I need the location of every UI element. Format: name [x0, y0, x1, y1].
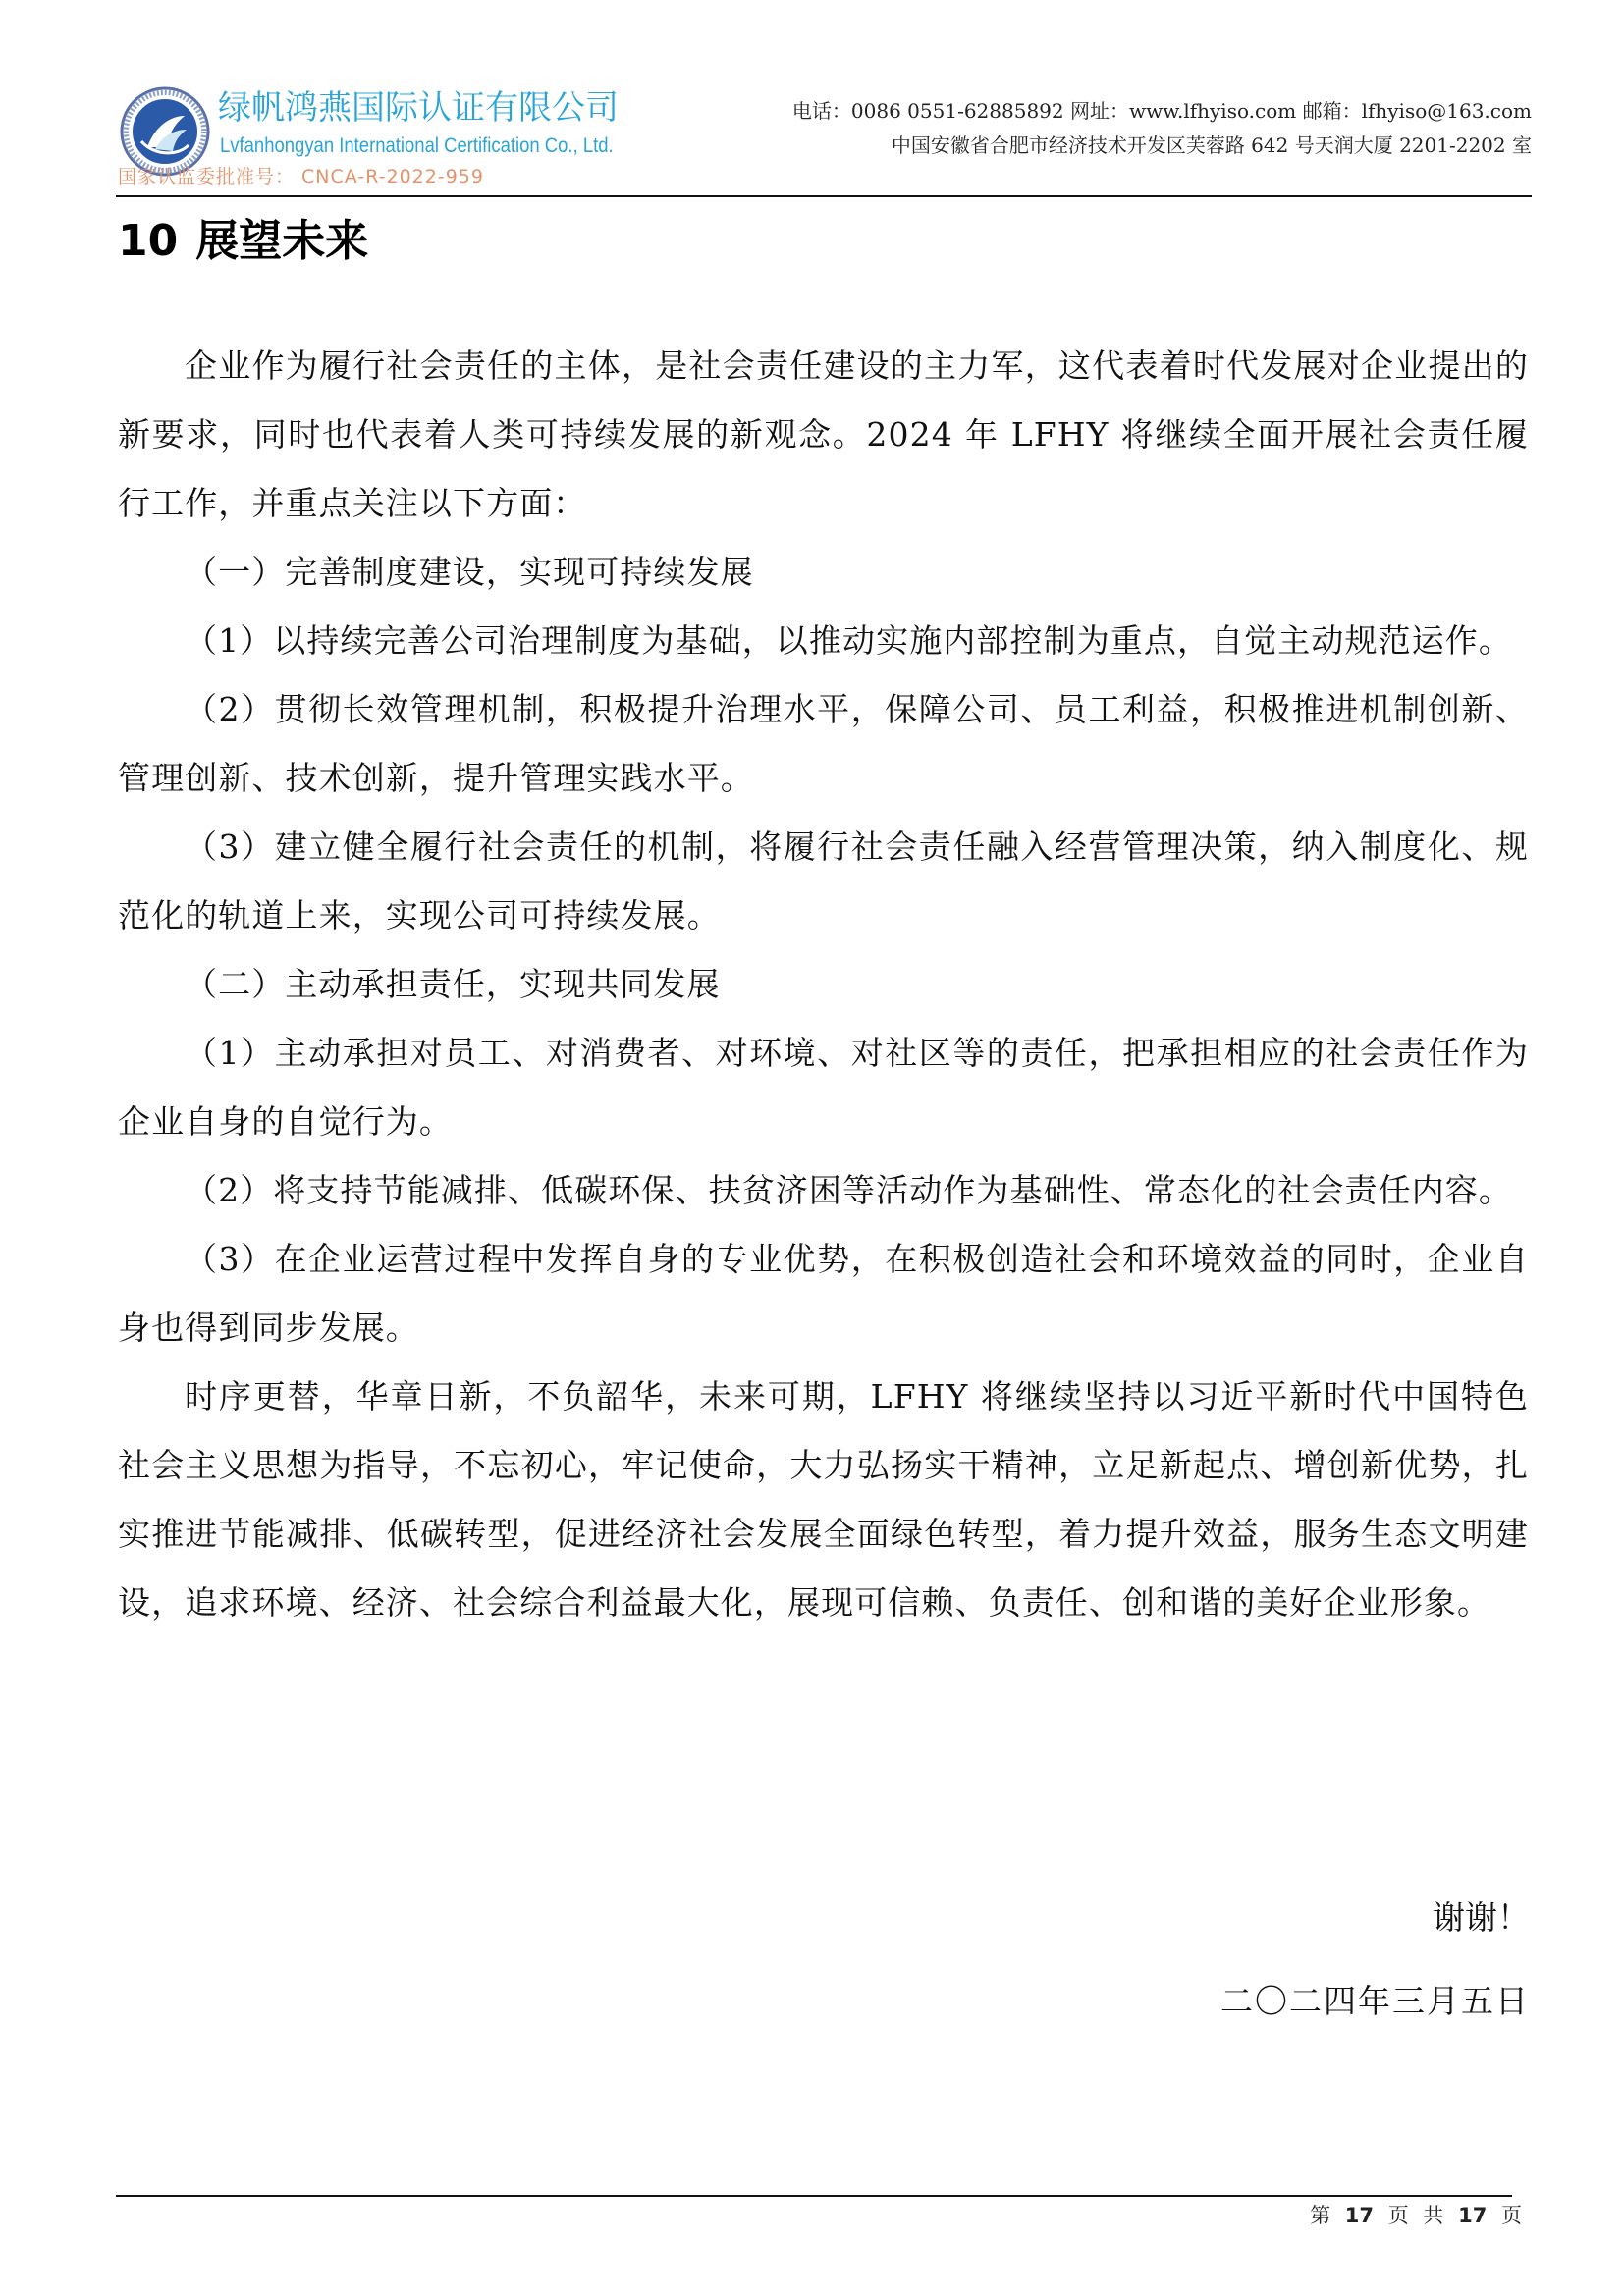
paragraph-item: （2）贯彻长效管理机制，积极提升治理水平，保障公司、员工利益，积极推进机制创新、管理创新、技术创新，提升管理实践水平。: [118, 690, 1529, 797]
paragraph-item: （2）将支持节能减排、低碳环保、扶贫济困等活动作为基础性、常态化的社会责任内容。: [185, 1171, 1512, 1209]
paragraph-item: （1）主动承担对员工、对消费者、对环境、对社区等的责任，把承担相应的社会责任作为企业自身的自觉行为。: [118, 1034, 1529, 1141]
page-middle: 页 共: [1387, 2204, 1444, 2227]
page-number: [1310, 2201, 1522, 2230]
section-title: [118, 212, 368, 271]
section-title-text: 展望未来: [195, 216, 369, 266]
company-logo: [116, 80, 617, 193]
total-pages: 17: [1458, 2204, 1488, 2227]
closing-date: 二〇二四年三月五日: [1220, 1982, 1530, 2020]
current-page: 17: [1344, 2204, 1375, 2227]
contact-phone-web-email: 电话：0086 0551-62885892 网址：www.lfhyiso.com 邮箱：lfhyiso@163.com: [791, 99, 1532, 123]
subheading-institutional: （一）完善制度建设，实现可持续发展: [185, 553, 754, 591]
contact-info: [792, 94, 1532, 163]
paragraph-intro: 企业作为履行社会责任的主体，是社会责任建设的主力军，这代表着时代发展对企业提出的新要求，同时也代表着人类可持续发展的新观念。2024 年 LFHY 将继续全面开展社会责任履行工作，并重点关注以下方面：: [118, 347, 1529, 522]
footer-divider: [116, 2195, 1512, 2197]
approval-number: 国家认监委批准号： CNCA-R-2022-959: [118, 166, 484, 187]
body-content: [118, 332, 1529, 1637]
company-name-cn: 绿帆鸿燕国际认证有限公司: [218, 88, 619, 128]
page-suffix: 页: [1501, 2204, 1522, 2227]
company-name-en: Lvfanhongyan International Certification Co., Ltd.: [220, 134, 614, 157]
section-number: 10: [118, 216, 179, 266]
page-prefix: 第: [1310, 2204, 1331, 2227]
contact-address: 中国安徽省合肥市经济技术开发区芙蓉路 642 号天润大厦 2201-2202 室: [891, 133, 1532, 157]
paragraph-conclusion: 时序更替，华章日新，不负韶华，未来可期，LFHY 将继续坚持以习近平新时代中国特色社会主义思想为指导，不忘初心，牢记使命，大力弘扬实干精神，立足新起点、增创新优势，扎实推进节能减排、低碳转型，促进经济社会发展全面绿色转型，着力提升效益，服务生态文明建设，追求环境、经济、社会综合利益最大化，展现可信赖、负责任、创和谐的美好企业形象。: [118, 1377, 1529, 1622]
closing-thanks: 谢谢！: [1433, 1898, 1530, 1937]
paragraph-item: （3）在企业运营过程中发挥自身的专业优势，在积极创造社会和环境效益的同时，企业自身也得到同步发展。: [118, 1240, 1529, 1347]
paragraph-item: （1）以持续完善公司治理制度为基础，以推动实施内部控制为重点，自觉主动规范运作。: [185, 621, 1512, 660]
page-header: [116, 80, 1532, 196]
header-divider: [116, 195, 1532, 197]
company-seal-icon: [120, 86, 210, 177]
subheading-responsibility: （二）主动承担责任，实现共同发展: [185, 965, 721, 1003]
paragraph-item: （3）建立健全履行社会责任的机制，将履行社会责任融入经营管理决策，纳入制度化、规范化的轨道上来，实现公司可持续发展。: [118, 828, 1529, 934]
